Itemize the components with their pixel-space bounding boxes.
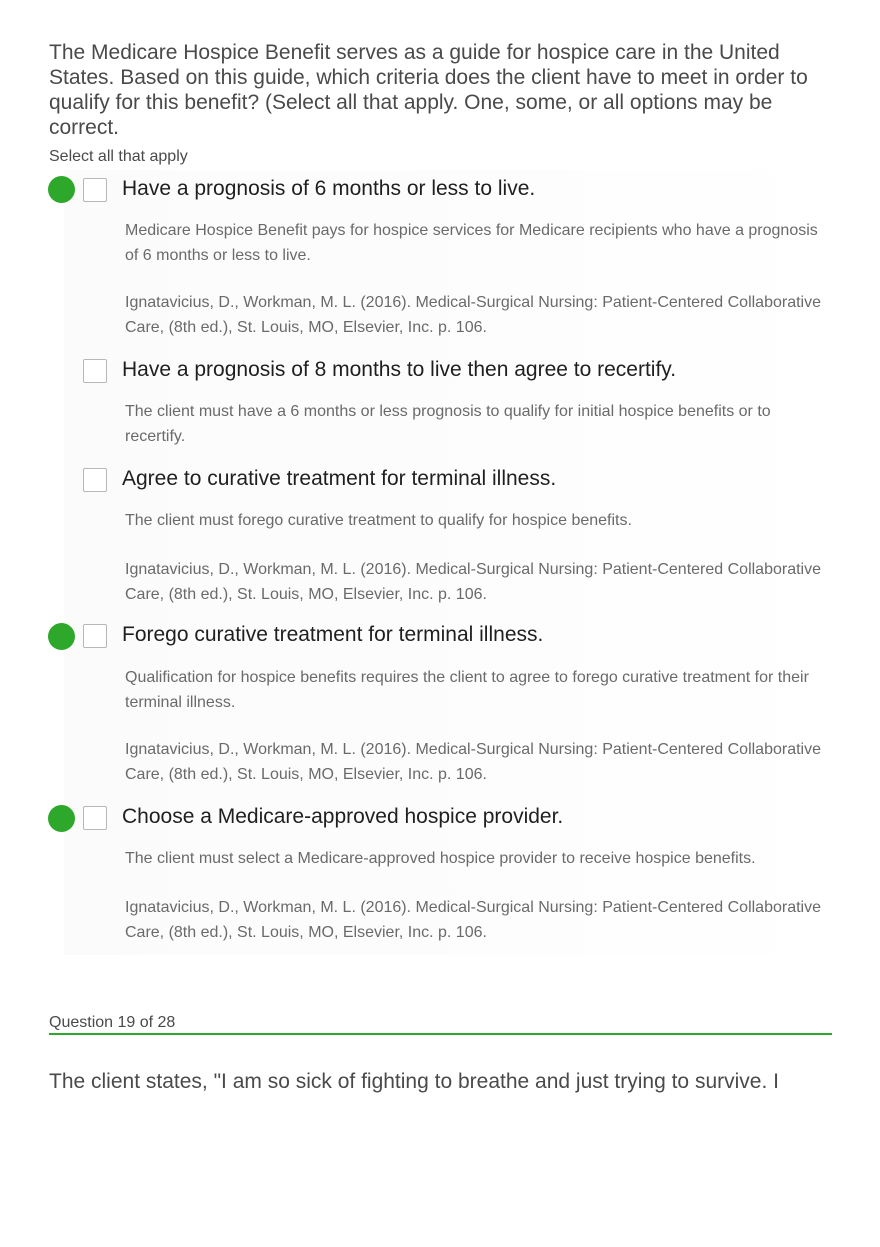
question-text: The Medicare Hospice Benefit serves as a guide for hospice care in the United States. Based on this guide, which criteria does the client have to meet in order to qualify for this benefit? (Select all that apply. One, some, or all options may be correct. — [49, 41, 808, 139]
option-4-checkbox[interactable] — [83, 624, 107, 648]
next-question-text: The client states, "I am so sick of fighting to breathe and just trying to survive. I — [49, 1070, 779, 1093]
option-2-checkbox[interactable] — [83, 359, 107, 383]
correct-answer-indicator-icon — [48, 805, 75, 832]
correct-answer-indicator-icon — [48, 176, 75, 203]
option-1-label: Have a prognosis of 6 months or less to live. — [122, 177, 536, 200]
option-5-label: Choose a Medicare-approved hospice provider. — [122, 805, 564, 828]
option-1-checkbox[interactable] — [83, 178, 107, 202]
option-5-reference: Ignatavicius, D., Workman, M. L. (2016). Medical-Surgical Nursing: Patient-Centered Collaborative Care, (8th ed.), St. Louis, MO, Elsevier, Inc. p. 106. — [125, 899, 821, 941]
option-2-rationale: The client must have a 6 months or less prognosis to qualify for initial hospice benefits or to recertify. — [125, 403, 771, 445]
option-4-rationale: Qualification for hospice benefits requires the client to agree to forego curative treatment for their terminal illness. — [125, 669, 809, 711]
correct-answer-indicator-icon — [48, 623, 75, 650]
option-3-rationale: The client must forego curative treatment to qualify for hospice benefits. — [125, 512, 632, 529]
select-all-instruction: Select all that apply — [49, 148, 188, 165]
option-4-label: Forego curative treatment for terminal illness. — [122, 623, 544, 646]
option-1-reference: Ignatavicius, D., Workman, M. L. (2016). Medical-Surgical Nursing: Patient-Centered Collaborative Care, (8th ed.), St. Louis, MO, Elsevier, Inc. p. 106. — [125, 294, 821, 336]
option-3-checkbox[interactable] — [83, 468, 107, 492]
option-1-rationale: Medicare Hospice Benefit pays for hospice services for Medicare recipients who have a prognosis of 6 months or less to live. — [125, 222, 818, 264]
option-5-checkbox[interactable] — [83, 806, 107, 830]
option-4-reference: Ignatavicius, D., Workman, M. L. (2016). Medical-Surgical Nursing: Patient-Centered Collaborative Care, (8th ed.), St. Louis, MO, Elsevier, Inc. p. 106. — [125, 741, 821, 783]
option-5-rationale: The client must select a Medicare-approved hospice provider to receive hospice benefits. — [125, 850, 756, 867]
question-progress-label: Question 19 of 28 — [49, 1014, 176, 1031]
option-2-label: Have a prognosis of 8 months to live then agree to recertify. — [122, 358, 677, 381]
option-3-reference: Ignatavicius, D., Workman, M. L. (2016). Medical-Surgical Nursing: Patient-Centered Collaborative Care, (8th ed.), St. Louis, MO, Elsevier, Inc. p. 106. — [125, 561, 821, 603]
progress-divider — [49, 1033, 832, 1035]
option-3-label: Agree to curative treatment for terminal illness. — [122, 467, 557, 490]
